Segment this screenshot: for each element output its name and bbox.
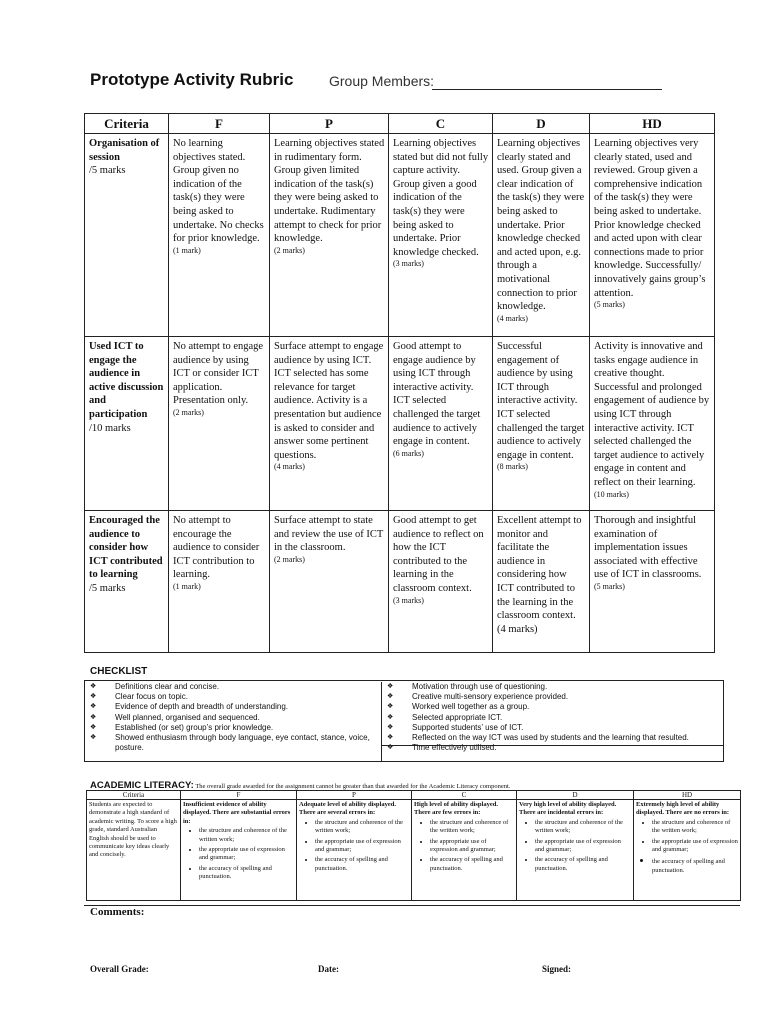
list-item: • the appropriate use of expression and grammar; xyxy=(535,838,631,855)
rubric-table xyxy=(84,113,715,653)
cell-mark: (1 mark) xyxy=(173,245,201,255)
rubric-cell xyxy=(590,134,715,337)
rubric-cell xyxy=(270,337,389,511)
checklist-item xyxy=(85,733,381,753)
rubric-cell xyxy=(389,134,493,337)
checklist-item xyxy=(85,713,381,723)
academic-literacy-note: The overall grade awarded for the assignment cannot be greater than that awarded for the Academic Literacy component. xyxy=(195,783,511,790)
criterion-label: Encouraged the audience to consider how ICT contributed to learning xyxy=(89,515,163,581)
checklist-divider xyxy=(381,745,723,746)
checklist-item-text: Time effectively utilised. xyxy=(412,743,497,753)
academic-criteria-cell: Students are expected to demonstrate a high standard of academic writing. To score a high grade, standard Australian English should be used to communicate key ideas clearly and concisely. xyxy=(87,800,181,901)
error-list xyxy=(183,827,294,881)
cell-text: Learning objectives very clearly stated, used and reviewed. Group given a comprehensive indication of the task(s) they were being asked to undertake. Prior knowledge checked and acted upon with clear connections made to prior knowledge. Successfully/ innovatively gains group’s attention. xyxy=(594,138,706,299)
col-header-p: P xyxy=(270,114,389,134)
col-header-criteria: Criteria xyxy=(85,114,169,134)
cell-mark: (5 marks) xyxy=(594,581,625,591)
col-header-hd: HD xyxy=(634,791,741,800)
criterion-cell xyxy=(85,134,169,337)
comments-label: Comments: xyxy=(90,906,145,918)
cell-mark: (4 marks) xyxy=(274,462,305,472)
checklist-item xyxy=(382,713,724,723)
level-description: Adequate level of ability displayed. There are several errors in: xyxy=(299,801,396,817)
academic-header-row xyxy=(87,791,741,800)
checklist-item xyxy=(382,723,724,733)
diamond-bullet-icon: ❖ xyxy=(387,683,394,690)
rubric-cell xyxy=(493,134,590,337)
cell-text: Learning objectives stated in rudimentary form. Group given limited indication of the task(s) they were being asked to undertake. Rudimentary attempt to check for prior knowledge. xyxy=(274,138,385,245)
criterion-label: Used ICT to engage the audience in active discussion and participation xyxy=(89,341,164,420)
diamond-bullet-icon: ❖ xyxy=(387,744,394,752)
rubric-cell xyxy=(270,134,389,337)
list-item: • the accuracy of spelling and punctuation. xyxy=(652,856,738,875)
checklist-item-text: Motivation through use of questioning. xyxy=(412,682,548,691)
checklist-item xyxy=(85,702,381,712)
diamond-bullet-icon: ❖ xyxy=(387,734,394,742)
cell-mark: (3 marks) xyxy=(393,595,424,605)
cell-mark: (10 marks) xyxy=(594,489,629,499)
cell-mark: (4 marks) xyxy=(497,623,538,635)
checklist-right-column xyxy=(381,682,724,762)
table-row xyxy=(85,511,715,653)
list-item: • the appropriate use of expression and grammar; xyxy=(430,838,514,855)
checklist-item-text: Supported students’ use of ICT. xyxy=(412,722,524,732)
diamond-bullet-icon: ❖ xyxy=(90,693,97,701)
cell-text: No learning objectives stated. Group given no indication of the task(s) they were being asked to undertake. No checks for prior knowledge. xyxy=(173,138,264,245)
list-item: • the accuracy of spelling and punctuation. xyxy=(199,865,294,882)
criterion-cell xyxy=(85,337,169,511)
diamond-bullet-icon: ❖ xyxy=(90,734,97,742)
cell-mark: (2 marks) xyxy=(274,554,305,564)
cell-mark: (5 marks) xyxy=(594,300,625,310)
comments-divider xyxy=(84,905,740,906)
checklist-item-text: Creative multi-sensory experience provided. xyxy=(412,692,569,702)
rubric-cell xyxy=(169,337,270,511)
academic-level-cell xyxy=(412,800,517,901)
level-description: Insufficient evidence of ability displayed. There are substantial errors in: xyxy=(183,801,291,825)
signed-label: Signed: xyxy=(542,964,572,974)
list-item: • the structure and coherence of the written work; xyxy=(315,819,409,836)
academic-level-cell xyxy=(634,800,741,901)
academic-level-cell xyxy=(297,800,412,901)
level-description: Extremely high level of ability displayed. There are no errors in: xyxy=(636,801,730,817)
cell-text: Learning objectives stated but did not fully capture activity. Group given a good indication of the task(s) they were being asked to undertake. Prior knowledge checked. xyxy=(393,138,489,258)
checklist-item-text: Clear focus on topic. xyxy=(115,692,188,702)
table-row xyxy=(85,337,715,511)
rubric-cell xyxy=(590,511,715,653)
cell-mark: (4 marks) xyxy=(497,313,528,323)
col-header-c: C xyxy=(389,114,493,134)
checklist-item xyxy=(382,692,724,702)
col-header-f: F xyxy=(169,114,270,134)
checklist-item-text: Reflected on the way ICT was used by students and the learning that resulted. xyxy=(412,733,689,743)
checklist-item-text: Established (or set) group’s prior knowledge. xyxy=(115,722,274,732)
cell-text: No attempt to encourage the audience to consider ICT contribution to learning. xyxy=(173,515,260,581)
checklist-item xyxy=(85,682,381,692)
criterion-marks: /10 marks xyxy=(89,422,131,434)
checklist-item xyxy=(85,692,381,702)
checklist-item-text: Well planned, organised and sequenced. xyxy=(115,712,260,722)
group-members-field[interactable] xyxy=(432,89,662,90)
date-label: Date: xyxy=(318,964,339,974)
error-list xyxy=(414,819,514,873)
rubric-cell xyxy=(493,511,590,653)
diamond-bullet-icon: ❖ xyxy=(387,713,394,721)
cell-text: Thorough and insightful examination of implementation issues associated with effective use of ICT in classrooms. xyxy=(594,515,702,581)
table-row xyxy=(85,134,715,337)
diamond-bullet-icon: ❖ xyxy=(90,713,97,721)
level-description: High level of ability displayed. There are few errors in: xyxy=(414,801,498,817)
error-list xyxy=(636,819,738,875)
rubric-cell xyxy=(270,511,389,653)
error-list xyxy=(299,819,409,873)
checklist-item-text: Showed enthusiasm through body language, eye contact, stance, voice, posture. xyxy=(115,733,370,753)
cell-mark: (6 marks) xyxy=(393,448,424,458)
criterion-marks: /5 marks xyxy=(89,582,126,594)
overall-grade-label: Overall Grade: xyxy=(90,964,149,974)
diamond-bullet-icon: ❖ xyxy=(90,703,97,711)
diamond-bullet-icon: ❖ xyxy=(90,683,97,690)
rubric-cell xyxy=(493,337,590,511)
academic-level-cell xyxy=(181,800,297,901)
col-header-f: F xyxy=(181,791,297,800)
table-row xyxy=(87,800,741,901)
cell-text: Successful engagement of audience by using ICT through interactive activity. ICT selected challenged the target audience to actively engage in content. xyxy=(497,341,585,461)
checklist-item-text: Selected appropriate ICT. xyxy=(412,712,503,722)
list-item: • the appropriate use of expression and grammar; xyxy=(652,838,738,855)
academic-literacy-table xyxy=(86,790,741,901)
checklist-item xyxy=(382,682,724,692)
cell-mark: (1 mark) xyxy=(173,581,201,591)
list-item: • the accuracy of spelling and punctuation. xyxy=(535,856,631,873)
col-header-p: P xyxy=(297,791,412,800)
diamond-bullet-icon: ❖ xyxy=(90,723,97,731)
cell-text: Surface attempt to state and review the use of ICT in the classroom. xyxy=(274,515,384,554)
rubric-cell xyxy=(169,511,270,653)
checklist-item xyxy=(382,733,724,743)
academic-level-cell xyxy=(517,800,634,901)
error-list xyxy=(519,819,631,873)
criterion-label: Organisation of session xyxy=(89,138,160,163)
cell-text: Good attempt to engage audience by using ICT through interactive activity. ICT selected challenged the target audience to actively engage in content. xyxy=(393,341,481,448)
cell-mark: (8 marks) xyxy=(497,462,528,472)
list-item: • the appropriate use of expression and grammar; xyxy=(199,846,294,863)
checklist-box xyxy=(84,680,724,762)
rubric-header-row xyxy=(85,114,715,134)
col-header-d: D xyxy=(493,114,590,134)
checklist-item xyxy=(382,702,724,712)
list-item: • the structure and coherence of the written work; xyxy=(535,819,631,836)
diamond-bullet-icon: ❖ xyxy=(387,693,394,701)
rubric-cell xyxy=(389,511,493,653)
cell-mark: (3 marks) xyxy=(393,259,424,269)
cell-mark: (2 marks) xyxy=(274,245,305,255)
diamond-bullet-icon: ❖ xyxy=(387,723,394,731)
col-header-criteria: Criteria xyxy=(87,791,181,800)
cell-text: Learning objectives clearly stated and used. Group given a clear indication of the task(s) they were being asked to undertake. Prior knowledge checked and acted upon, e.g. through a motivational connection to prior knowledge. xyxy=(497,138,585,313)
level-description: Very high level of ability displayed. There are incidental errors in: xyxy=(519,801,617,817)
page-title: Prototype Activity Rubric xyxy=(90,70,294,89)
rubric-cell xyxy=(169,134,270,337)
list-item: • the appropriate use of expression and grammar; xyxy=(315,838,409,855)
cell-text: Good attempt to get audience to reflect on how the ICT contributed to the learning in the classroom context. xyxy=(393,515,484,594)
cell-mark: (2 marks) xyxy=(173,407,204,417)
criterion-marks: /5 marks xyxy=(89,165,126,177)
col-header-c: C xyxy=(412,791,517,800)
rubric-cell xyxy=(590,337,715,511)
col-header-d: D xyxy=(517,791,634,800)
checklist-item-text: Worked well together as a group. xyxy=(412,702,530,712)
checklist-left-column xyxy=(85,682,381,753)
cell-text: Surface attempt to engage audience by using ICT. ICT selected has some relevance for target audience. Activity is a presentation but audience is asked to consider and answer some pertinent questions. xyxy=(274,341,384,461)
list-item: • the structure and coherence of the written work; xyxy=(430,819,514,836)
diamond-bullet-icon: ❖ xyxy=(387,703,394,711)
list-item: • the structure and coherence of the written work; xyxy=(652,819,738,836)
col-header-hd: HD xyxy=(590,114,715,134)
academic-literacy-title: ACADEMIC LITERACY: xyxy=(90,780,194,791)
list-item: • the accuracy of spelling and punctuation. xyxy=(315,856,409,873)
list-item: • the accuracy of spelling and punctuation. xyxy=(430,856,514,873)
rubric-cell xyxy=(389,337,493,511)
checklist-item-text: Evidence of depth and breadth of understanding. xyxy=(115,702,289,712)
checklist-heading: CHECKLIST xyxy=(90,666,148,677)
cell-text: Activity is innovative and tasks engage audience in creative thought. Successful and prolonged engagement of audience by using ICT through interactive activity. ICT selected challenged the target audience to actively engage in content and reflect on their learning. xyxy=(594,341,710,488)
criterion-cell xyxy=(85,511,169,653)
list-item: • the structure and coherence of the written work; xyxy=(199,827,294,844)
checklist-item-text: Definitions clear and concise. xyxy=(115,682,220,691)
checklist-item xyxy=(85,723,381,733)
group-members-label: Group Members: xyxy=(329,73,435,89)
cell-text: No attempt to engage audience by using ICT or consider ICT application. Presentation only. xyxy=(173,341,264,407)
cell-text: Excellent attempt to monitor and facilitate the audience in considering how ICT contributed to the learning in the classroom context. xyxy=(497,515,582,622)
